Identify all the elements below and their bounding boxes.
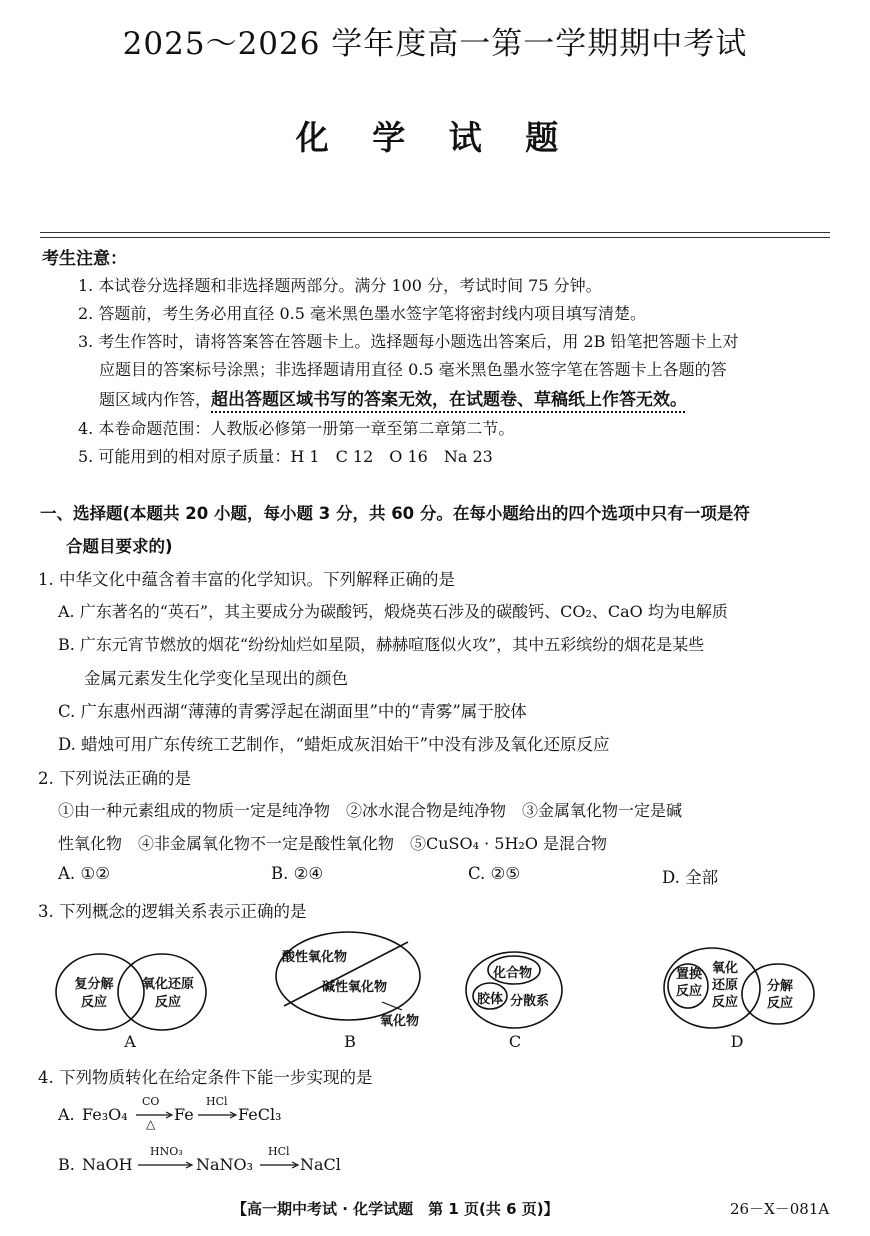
diagram-a-left-l2: 反应 — [80, 995, 107, 1010]
q4-a-arrow2 — [198, 1111, 238, 1119]
q4-a-below1: △ — [146, 1117, 156, 1131]
q4-b-s3: NaCl — [300, 1155, 341, 1174]
diagram-d-right-label — [762, 978, 798, 1012]
diagram-d-caption: D — [730, 1032, 744, 1051]
diagram-d-mid-label — [708, 960, 742, 1011]
notice-line-3c-text: 题区域内作答， — [99, 390, 212, 409]
q4-a-s1: Fe₃O₄ — [82, 1105, 128, 1124]
paper-code: 26－X－081A — [730, 1200, 830, 1218]
q2-line-2: 性氧化物 ④非金属氧化物不一定是酸性氧化物 ⑤CuSO₄ · 5H₂O 是混合物 — [58, 834, 608, 853]
diagram-b-top-label: 酸性氧化物 — [282, 950, 348, 965]
exam-title: 2025～2026 学年度高一第一学期期中考试 — [122, 26, 748, 62]
notice-emphasis: 超出答题区域书写的答案无效，在试题卷、草稿纸上作答无效。 — [211, 390, 688, 410]
notice-line-3: 3. 考生作答时，请将答案答在答题卡上。选择题每小题选出答案后，用 2B 铅笔把答题卡上对 — [78, 332, 739, 351]
q2-line-1: ①由一种元素组成的物质一定是纯净物 ②冰水混合物是纯净物 ③金属氧化物一定是碱 — [58, 801, 683, 820]
diagram-d-inner-l2: 反应 — [675, 984, 702, 999]
q2-stem: 2. 下列说法正确的是 — [38, 769, 191, 788]
q4-a-above1: CO — [142, 1095, 160, 1108]
q4-b-arrow2 — [260, 1161, 300, 1169]
notice-line-3b: 应题目的答案标号涂黑；非选择题请用直径 0.5 毫米黑色墨水签字笔在答题卡上各题的答 — [99, 360, 727, 379]
q4-a-above2: HCl — [206, 1095, 228, 1108]
diagram-d-mid-l3: 反应 — [711, 995, 738, 1010]
notice-line-5: 5. 可能用到的相对原子质量：H 1 C 12 O 16 Na 23 — [78, 447, 493, 466]
section-heading: 一、选择题(本题共 20 小题，每小题 3 分，共 60 分。在每小题给出的四个选项中只有一项是符 — [40, 504, 750, 523]
q4-stem: 4. 下列物质转化在给定条件下能一步实现的是 — [38, 1068, 373, 1087]
notice-line-4: 4. 本卷命题范围：人教版必修第一册第一章至第二章第二节。 — [78, 419, 515, 438]
diagram-b-middle-label: 碱性氧化物 — [322, 980, 388, 995]
q2-option-d: D. 全部 — [662, 868, 719, 887]
q1-option-b: B. 广东元宵节燃放的烟花“纷纷灿烂如星陨，赫赫喧豗似火攻”，其中五彩缤纷的烟花是某些 — [58, 635, 705, 654]
q1-option-b2: 金属元素发生化学变化呈现出的颜色 — [84, 669, 348, 688]
q4-option-a — [58, 1097, 358, 1141]
q4-a-s3: FeCl₃ — [238, 1105, 282, 1124]
q4-a-s2: Fe — [174, 1105, 194, 1124]
diagram-d-mid-l1: 氧化 — [711, 961, 738, 976]
notice-line-1: 1. 本试卷分选择题和非选择题两部分。满分 100 分，考试时间 75 分钟。 — [78, 276, 602, 295]
page-footer: 【高一期中考试 · 化学试题 第 1 页(共 6 页)】 — [232, 1200, 559, 1218]
q4-a-label: A. — [58, 1105, 75, 1124]
q4-b-arrow1 — [138, 1161, 194, 1169]
diagram-a-right-label — [130, 976, 206, 1012]
subject-title: 化 学 试 题 — [295, 118, 575, 157]
diagram-d-mid-l2: 还原 — [711, 978, 738, 993]
q2-option-c: C. ②⑤ — [468, 864, 521, 883]
section-heading-2: 合题目要求的) — [66, 537, 173, 556]
q3-stem: 3. 下列概念的逻辑关系表示正确的是 — [38, 902, 307, 921]
diagram-d-inner-label — [674, 966, 704, 1000]
diagram-a-left-label — [66, 976, 122, 1012]
q4-b-s1: NaOH — [82, 1155, 133, 1174]
diagram-c-outer-label: 分散系 — [510, 994, 550, 1009]
diagram-c-inner-label: 胶体 — [477, 992, 504, 1007]
diagram-d-right-l1: 分解 — [766, 979, 793, 994]
diagram-b-outer-label: 氧化物 — [380, 1014, 420, 1029]
q1-option-a: A. 广东著名的“英石”，其主要成分为碳酸钙，煅烧英石涉及的碳酸钙、CO₂、CaO 均为电解质 — [58, 602, 728, 621]
notice-line-2: 2. 答题前，考生务必用直径 0.5 毫米黑色墨水签字笔将密封线内项目填写清楚。 — [78, 304, 646, 323]
diagram-d-right-l2: 反应 — [766, 996, 793, 1011]
notice-heading: 考生注意： — [42, 249, 127, 269]
q4-option-b — [58, 1147, 378, 1187]
q4-b-above1: HNO₃ — [150, 1145, 183, 1158]
diagram-a-right-l1: 氧化还原 — [141, 977, 194, 992]
diagram-a-left-l1: 复分解 — [74, 977, 114, 992]
diagram-b-caption: B — [344, 1032, 356, 1051]
diagram-a-caption: A — [124, 1032, 136, 1051]
q4-b-label: B. — [58, 1155, 75, 1174]
q4-b-s2: NaNO₃ — [196, 1155, 254, 1174]
diagram-c-caption: C — [508, 1032, 522, 1051]
q2-option-a: A. ①② — [58, 864, 110, 883]
diagram-d-inner-l1: 置换 — [675, 967, 702, 982]
header-rule — [40, 232, 830, 233]
q4-b-above2: HCl — [268, 1145, 290, 1158]
diagram-a-right-l2: 反应 — [154, 995, 181, 1010]
q1-option-d: D. 蜡烛可用广东传统工艺制作，“蜡炬成灰泪始干”中没有涉及氧化还原反应 — [58, 735, 610, 754]
q1-stem: 1. 中华文化中蕴含着丰富的化学知识。下列解释正确的是 — [38, 570, 455, 589]
diagram-c-top-label: 化合物 — [493, 966, 533, 981]
q2-option-b: B. ②④ — [271, 864, 324, 883]
header-rule-thin — [40, 237, 830, 238]
q1-option-c: C. 广东惠州西湖“薄薄的青雾浮起在湖面里”中的“青雾”属于胶体 — [58, 702, 527, 721]
notice-line-3c — [99, 385, 687, 410]
